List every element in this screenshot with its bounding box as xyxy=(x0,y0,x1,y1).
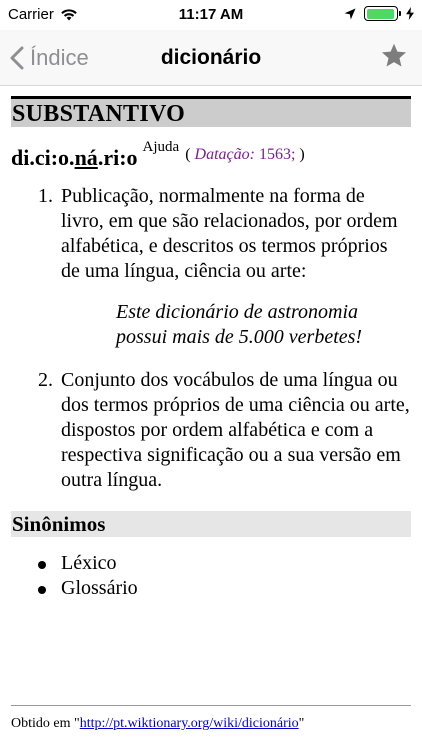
help-link[interactable]: Ajuda xyxy=(142,139,180,155)
definition-text: Publicação, normalmente na forma de livro, em que são relacionados, por ordem alfabética, e descritos os termos próprios de uma língua, ciência ou arte: xyxy=(61,185,398,282)
footer-prefix: Obtido em " xyxy=(11,716,80,731)
status-right xyxy=(344,6,414,21)
headword xyxy=(11,145,138,171)
bullet-icon xyxy=(11,576,61,601)
star-icon xyxy=(380,42,408,70)
definition-text: Conjunto dos vocábulos de uma língua ou dos termos próprios de uma ciência ou arte, dispostos por ordem alfabética e com a respectiva significação ou a sua versão em outra língua. xyxy=(61,369,410,491)
synonym-item xyxy=(11,551,411,576)
footer-suffix: " xyxy=(298,716,305,731)
dating-year: 1563; xyxy=(258,146,296,163)
dating-label[interactable]: Datação: xyxy=(194,146,255,163)
navigation-bar xyxy=(0,30,422,86)
favorite-button[interactable] xyxy=(380,42,408,75)
page-title: dicionário xyxy=(160,46,262,69)
source-footer xyxy=(11,705,411,732)
part-of-speech-header: SUBSTANTIVO xyxy=(11,96,411,127)
synonym-link[interactable]: Léxico xyxy=(61,552,117,574)
synonyms-list xyxy=(11,551,411,601)
synonym-link[interactable]: Glossário xyxy=(61,577,138,599)
headword-pre: di.ci:o. xyxy=(11,145,75,170)
definition-number: 1. xyxy=(38,185,53,207)
definition-example: Este dicionário de astronomia possui mais de 5.000 verbetes! xyxy=(116,301,363,348)
headword-post: .ri:o xyxy=(97,145,138,170)
dating-close: ) xyxy=(299,146,305,163)
definition-item xyxy=(11,368,411,493)
back-label: Índice xyxy=(30,45,89,70)
source-link[interactable]: http://pt.wiktionary.org/wiki/dicionário xyxy=(79,716,299,731)
headword-stress: ná xyxy=(74,145,98,170)
location-arrow-icon xyxy=(344,8,356,20)
status-time: 11:17 AM xyxy=(178,6,244,23)
definition-item xyxy=(11,184,411,350)
definition-list xyxy=(11,184,411,493)
dating-open: ( xyxy=(185,146,191,163)
synonym-item xyxy=(11,576,411,601)
dating-info xyxy=(185,146,305,164)
entry-content xyxy=(0,87,422,601)
bullet-icon xyxy=(11,551,61,576)
carrier-label: Carrier xyxy=(8,6,54,23)
battery-icon xyxy=(364,6,398,21)
status-bar xyxy=(0,0,422,30)
definition-number: 2. xyxy=(38,369,53,391)
headword-line xyxy=(11,139,411,171)
charging-bolt-icon xyxy=(406,7,414,20)
synonyms-header: Sinônimos xyxy=(11,511,411,537)
battery-fill xyxy=(367,9,395,19)
